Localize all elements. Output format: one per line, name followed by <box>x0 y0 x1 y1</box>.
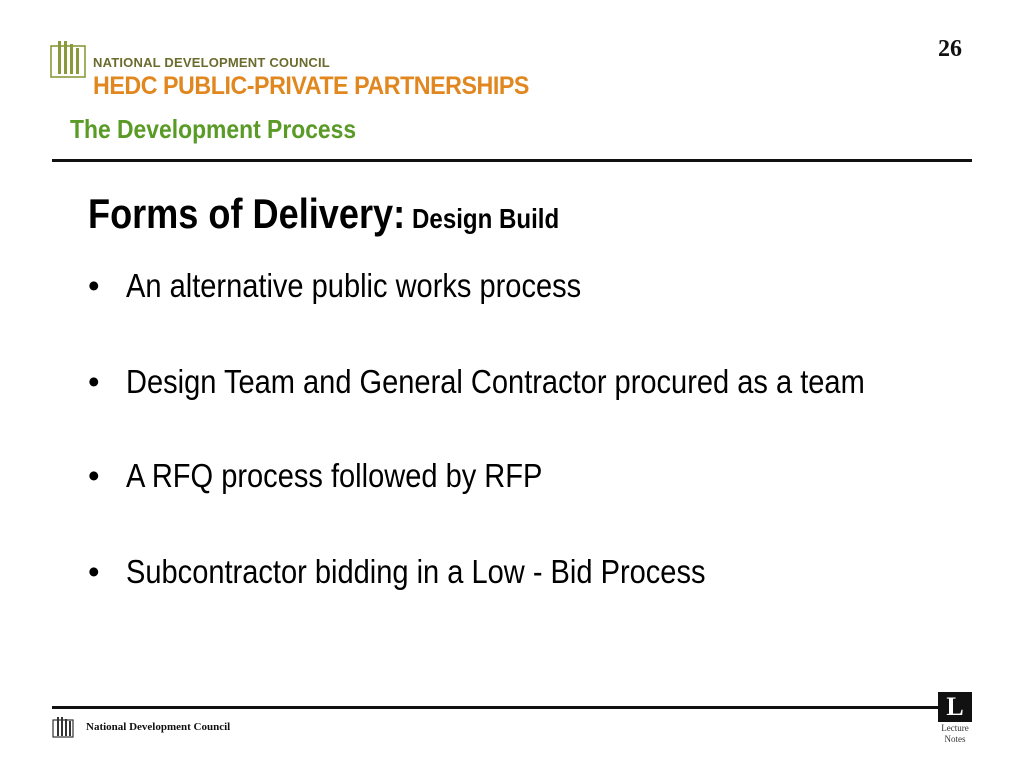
header-divider <box>52 159 972 162</box>
heading-main: Forms of Delivery: <box>88 190 406 237</box>
bullet-item <box>88 550 988 594</box>
bullet-dot: • <box>88 267 100 304</box>
bullet-list <box>88 264 988 646</box>
badge-letter: L <box>938 692 972 722</box>
section-title: The Development Process <box>70 114 357 144</box>
badge-caption-1: Lecture <box>941 723 969 733</box>
page-number: 26 <box>938 36 962 62</box>
bullet-text: An alternative public works process <box>126 267 582 304</box>
bullet-item <box>88 264 988 308</box>
slide-heading <box>88 190 559 238</box>
bullet-dot: • <box>88 457 100 494</box>
building-columns-icon <box>50 40 86 78</box>
lecture-notes-badge <box>938 692 972 746</box>
footer-divider <box>52 706 940 709</box>
building-columns-icon <box>52 716 74 738</box>
program-name: HEDC PUBLIC-PRIVATE PARTNERSHIPS <box>93 72 529 100</box>
bullet-item <box>88 454 988 498</box>
bullet-dot: • <box>88 553 100 590</box>
heading-sub: Design Build <box>412 203 560 234</box>
footer-org-name: National Development Council <box>86 721 231 733</box>
bullet-text: A RFQ process followed by RFP <box>126 457 543 494</box>
bullet-text: Subcontractor bidding in a Low - Bid Process <box>126 553 706 590</box>
bullet-dot: • <box>88 363 100 400</box>
badge-caption-2: Notes <box>944 734 966 744</box>
bullet-text: Design Team and General Contractor procured as a team <box>126 363 865 400</box>
bullet-item <box>88 360 988 404</box>
org-name: NATIONAL DEVELOPMENT COUNCIL <box>93 55 330 70</box>
